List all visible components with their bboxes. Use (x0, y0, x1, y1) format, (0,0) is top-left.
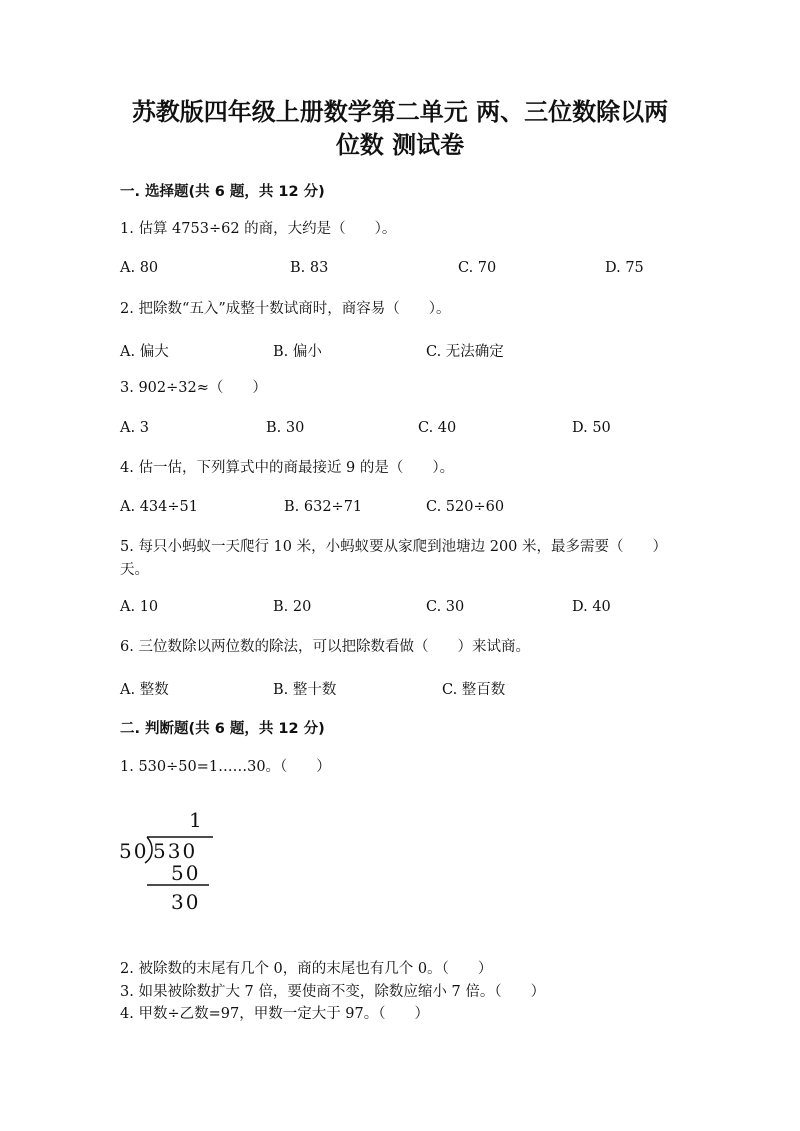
option-1-1-a: A. 80 (120, 260, 159, 276)
option-1-2-a: A. 偏大 (120, 344, 169, 360)
option-1-3-b: B. 30 (266, 420, 305, 436)
option-1-1-b: B. 83 (290, 260, 329, 276)
question-2-4: 4. 甲数÷乙数=97，甲数一定大于 97。（ ） (120, 1006, 430, 1022)
option-1-4-b: B. 632÷71 (284, 499, 363, 515)
option-1-5-a: A. 10 (120, 599, 159, 615)
option-1-5-c: C. 30 (426, 599, 465, 615)
option-1-6-a: A. 整数 (120, 682, 169, 698)
division-divisor: 50 (119, 839, 149, 863)
option-1-3-a: A. 3 (120, 420, 149, 436)
question-1-4: 4. 估一估，下列算式中的商最接近 9 的是（ ）。 (120, 460, 455, 476)
long-division-figure (117, 805, 227, 917)
option-1-6-b: B. 整十数 (273, 682, 337, 698)
page-title (100, 96, 700, 162)
section-heading-judgment: 二. 判断题(共 6 题，共 12 分) (120, 721, 325, 737)
option-1-1-d: D. 75 (605, 260, 644, 276)
option-1-3-c: C. 40 (418, 420, 457, 436)
division-product: 50 (171, 861, 201, 885)
option-1-5-d: D. 40 (572, 599, 611, 615)
question-1-6: 6. 三位数除以两位数的除法，可以把除数看做（ ）来试商。 (120, 639, 530, 655)
title-line-1: 苏教版四年级上册数学第二单元 两、三位数除以两 (131, 98, 669, 126)
question-1-3: 3. 902÷32≈（ ） (120, 380, 267, 396)
option-1-3-d: D. 50 (572, 420, 611, 436)
option-1-4-a: A. 434÷51 (120, 499, 198, 515)
division-quotient: 1 (189, 808, 204, 832)
division-dividend: 530 (153, 839, 198, 863)
section-heading-choice: 一. 选择题(共 6 题，共 12 分) (120, 184, 325, 200)
division-remainder: 30 (171, 890, 201, 914)
question-2-1: 1. 530÷50=1……30。（ ） (120, 759, 331, 775)
question-2-2: 2. 被除数的末尾有几个 0，商的末尾也有几个 0。（ ） (120, 961, 493, 977)
option-1-4-c: C. 520÷60 (426, 499, 505, 515)
option-1-2-b: B. 偏小 (273, 344, 322, 360)
option-1-5-b: B. 20 (273, 599, 312, 615)
option-1-2-c: C. 无法确定 (426, 344, 504, 360)
title-line-2: 位数 测试卷 (335, 131, 465, 159)
question-1-5: 5. 每只小蚂蚁一天爬行 10 米，小蚂蚁要从家爬到池塘边 200 米，最多需要（ ）天。 (120, 539, 668, 578)
option-1-6-c: C. 整百数 (442, 682, 506, 698)
question-1-2: 2. 把除数“五入”成整十数试商时，商容易（ ）。 (120, 301, 451, 317)
question-2-3: 3. 如果被除数扩大 7 倍，要使商不变，除数应缩小 7 倍。（ ） (120, 984, 546, 1000)
option-1-1-c: C. 70 (458, 260, 497, 276)
question-1-1: 1. 估算 4753÷62 的商，大约是（ ）。 (120, 221, 397, 237)
